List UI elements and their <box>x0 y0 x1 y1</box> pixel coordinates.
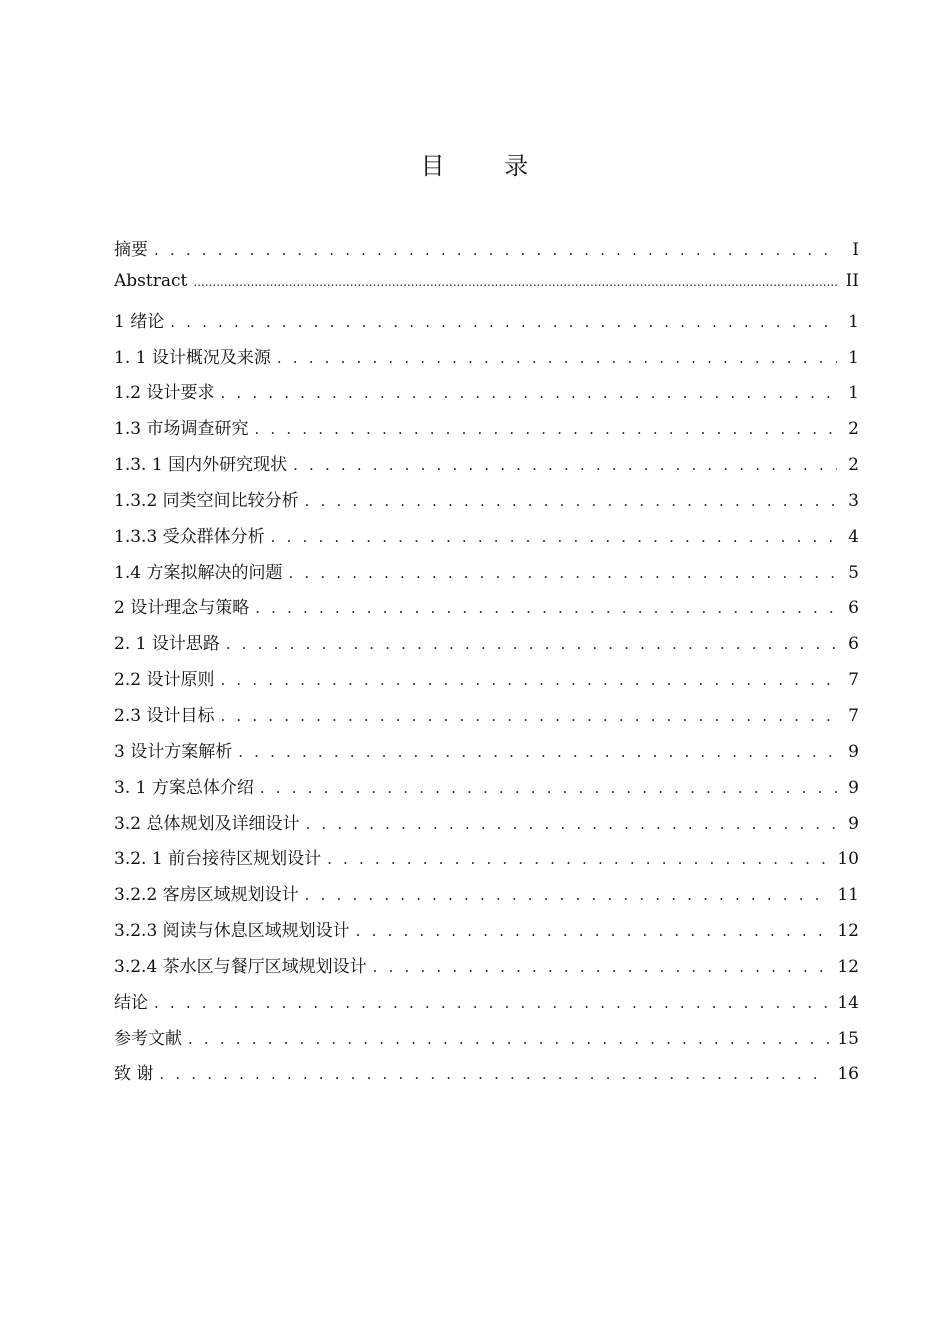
toc-entry-page-number: 9 <box>848 741 859 762</box>
toc-entry-label: Abstract <box>114 270 188 291</box>
toc-entry[interactable] <box>114 988 859 1024</box>
toc-dot-leader <box>159 1065 829 1083</box>
toc-entry-page-number: 7 <box>848 670 859 691</box>
toc-entry[interactable] <box>114 952 859 988</box>
toc-entry-page-number: 12 <box>837 956 859 977</box>
toc-entry-label: 1.3. 1 国内外研究现状 <box>114 455 288 476</box>
toc-entry[interactable] <box>114 916 859 952</box>
toc-entry-label: 3 设计方案解析 <box>114 741 233 762</box>
toc-dot-leader <box>238 743 837 761</box>
toc-dot-leader <box>254 420 837 438</box>
toc-entry[interactable] <box>114 1059 859 1095</box>
toc-dot-leader <box>260 779 837 797</box>
toc-entry-page-number: 12 <box>837 921 859 942</box>
toc-entry-page-number: 7 <box>848 705 859 726</box>
toc-entry[interactable] <box>114 629 859 665</box>
toc-entry-page-number: 11 <box>837 885 859 906</box>
toc-entry-page-number: 16 <box>837 1064 859 1085</box>
toc-entry-page-number: 3 <box>848 490 859 511</box>
toc-entry-page-number: 1 <box>848 347 859 368</box>
toc-dot-leader <box>226 635 837 653</box>
toc-entry-label: 3. 1 方案总体介绍 <box>114 777 254 798</box>
toc-list <box>114 235 859 1095</box>
toc-dot-leader <box>356 922 830 940</box>
toc-entry-page-number: 14 <box>837 992 859 1013</box>
toc-entry[interactable] <box>114 271 859 307</box>
toc-entry[interactable] <box>114 486 859 522</box>
toc-entry-label: 摘要 <box>114 240 148 260</box>
toc-entry-page-number: 1 <box>848 311 859 332</box>
toc-entry-page-number: 6 <box>848 634 859 655</box>
toc-entry-page-number: 6 <box>848 598 859 619</box>
toc-dot-leader <box>154 994 829 1012</box>
toc-entry[interactable] <box>114 809 859 845</box>
toc-entry-label: 1 绪论 <box>114 311 165 332</box>
toc-entry-label: 1.4 方案拟解决的问题 <box>114 562 283 583</box>
toc-dot-leader <box>277 349 837 367</box>
toc-dot-leader <box>288 564 837 582</box>
toc-entry-label: 3.2 总体规划及详细设计 <box>114 813 300 834</box>
toc-entry-label: 1.3.2 同类空间比较分析 <box>114 490 299 511</box>
toc-entry-page-number: 2 <box>848 419 859 440</box>
toc-dot-leader <box>293 456 837 474</box>
toc-entry[interactable] <box>114 1024 859 1060</box>
toc-entry-page-number: II <box>845 270 859 291</box>
toc-entry-page-number: 9 <box>848 813 859 834</box>
toc-entry-label: 1.2 设计要求 <box>114 383 215 404</box>
toc-entry-label: 3.2.2 客房区域规划设计 <box>114 885 299 906</box>
toc-dot-leader <box>193 275 837 289</box>
toc-dot-leader <box>220 707 837 725</box>
toc-entry-label: 2 设计理念与策略 <box>114 598 250 619</box>
toc-entry[interactable] <box>114 701 859 737</box>
toc-entry-page-number: 2 <box>848 455 859 476</box>
toc-entry-label: 2.2 设计原则 <box>114 670 215 691</box>
toc-entry-label: 3.2.4 茶水区与餐厅区域规划设计 <box>114 956 367 977</box>
toc-entry-page-number: 9 <box>848 777 859 798</box>
toc-entry-label: 1.3.3 受众群体分析 <box>114 526 265 547</box>
toc-dot-leader <box>305 886 830 904</box>
toc-entry[interactable] <box>114 558 859 594</box>
toc-dot-leader <box>271 528 837 546</box>
toc-entry-label: 致 谢 <box>114 1064 154 1085</box>
toc-dot-leader <box>188 1030 829 1048</box>
toc-dot-leader <box>305 492 837 510</box>
toc-entry[interactable] <box>114 450 859 486</box>
toc-entry-label: 参考文献 <box>114 1028 182 1049</box>
toc-entry-page-number: 1 <box>848 383 859 404</box>
toc-entry-label: 2. 1 设计思路 <box>114 634 220 655</box>
toc-dot-leader <box>154 241 837 259</box>
toc-entry-label: 结论 <box>114 992 148 1013</box>
toc-dot-leader <box>327 850 829 868</box>
toc-entry[interactable] <box>114 343 859 379</box>
toc-entry-label: 3.2.3 阅读与休息区域规划设计 <box>114 921 350 942</box>
toc-dot-leader <box>220 671 837 689</box>
toc-entry[interactable] <box>114 307 859 343</box>
toc-entry-label: 3.2. 1 前台接待区规划设计 <box>114 849 322 870</box>
toc-entry-page-number: 15 <box>837 1028 859 1049</box>
toc-dot-leader <box>255 599 837 617</box>
toc-entry-page-number: 5 <box>848 562 859 583</box>
toc-entry[interactable] <box>114 844 859 880</box>
toc-dot-leader <box>220 384 837 402</box>
toc-entry[interactable] <box>114 737 859 773</box>
toc-dot-leader <box>373 958 830 976</box>
toc-dot-leader <box>170 313 837 331</box>
toc-entry-label: 1.3 市场调查研究 <box>114 419 249 440</box>
toc-entry[interactable] <box>114 665 859 701</box>
toc-dot-leader <box>305 815 837 833</box>
toc-entry[interactable] <box>114 522 859 558</box>
toc-entry[interactable] <box>114 378 859 414</box>
toc-entry-page-number: 10 <box>837 849 859 870</box>
toc-entry-page-number: 4 <box>848 526 859 547</box>
toc-title: 目 录 <box>420 152 555 180</box>
toc-entry-label: 2.3 设计目标 <box>114 705 215 726</box>
toc-entry[interactable] <box>114 593 859 629</box>
toc-entry[interactable] <box>114 773 859 809</box>
toc-entry-page-number: I <box>852 240 859 260</box>
toc-entry[interactable] <box>114 880 859 916</box>
toc-entry-label: 1. 1 设计概况及来源 <box>114 347 271 368</box>
toc-entry[interactable] <box>114 235 859 271</box>
toc-entry[interactable] <box>114 414 859 450</box>
